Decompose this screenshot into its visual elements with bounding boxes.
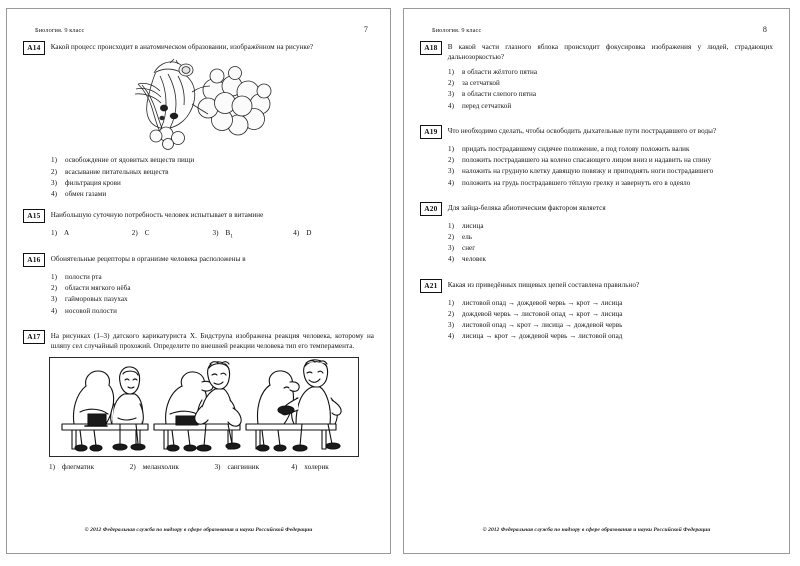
option-item[interactable] <box>293 229 374 239</box>
question-text-a18: В какой части глазного яблока происходит фокусировка изображения у людей, страдающих дальнозоркостью? <box>447 43 773 62</box>
question-a17 <box>23 330 374 351</box>
option-text: C <box>144 229 150 238</box>
running-head-right <box>432 25 769 34</box>
option-text: $B_1$ <box>225 229 233 240</box>
question-text-a20: Для зайца-беляка абиотическим фактором является <box>447 203 606 212</box>
option-text: в области жёлтого пятна <box>462 68 538 77</box>
option-item[interactable] <box>448 243 773 254</box>
option-number: 4) <box>448 178 455 187</box>
option-item[interactable] <box>448 166 773 177</box>
option-number: 2) <box>51 167 58 176</box>
option-number: 4) <box>448 255 455 264</box>
option-text: полости рта <box>65 273 102 282</box>
question-a21 <box>420 279 773 293</box>
option-item[interactable] <box>448 144 773 155</box>
option-text: ель <box>462 233 473 242</box>
option-number: 4) <box>291 462 298 471</box>
option-number: 1) <box>51 156 58 165</box>
option-item[interactable] <box>51 178 374 189</box>
option-text: лисица <box>462 222 484 231</box>
option-number: 1) <box>49 462 55 471</box>
option-text: дождевой червь → листовой опад → крот → лисица <box>462 310 623 319</box>
option-number: 2) <box>448 310 455 319</box>
question-text-a21: Какая из приведённых пищевых цепей составлена правильно? <box>447 280 640 289</box>
question-code-a14: A14 <box>23 41 45 55</box>
option-text: наложить на грудную клетку давящую повязку и приподнять ноги пострадавшего <box>462 167 714 176</box>
option-item[interactable] <box>448 320 773 331</box>
option-item[interactable] <box>51 155 374 166</box>
options-a18 <box>420 67 773 111</box>
question-code-a17: A17 <box>23 330 45 344</box>
question-code-a15: A15 <box>23 209 45 223</box>
option-text: снег <box>462 244 476 253</box>
vitamin-subscript: 1 <box>230 233 233 240</box>
option-number: 2) <box>448 156 455 165</box>
option-text: перед сетчаткой <box>462 101 512 110</box>
options-a19 <box>420 144 773 188</box>
option-text: лисица → крот → дождевой червь → листовой опад <box>462 332 623 341</box>
question-code-a21: A21 <box>420 279 442 293</box>
option-text: D <box>306 229 312 238</box>
option-text: области мягкого нёба <box>65 284 131 293</box>
option-item[interactable] <box>130 463 215 471</box>
option-item[interactable] <box>213 229 294 239</box>
option-item[interactable] <box>214 463 291 471</box>
page-footer-left: © 2012 Федеральная служба по надзору в сфере образования и науки Российской Федерации <box>84 527 313 533</box>
option-item[interactable] <box>448 89 773 100</box>
option-item[interactable] <box>448 78 773 89</box>
option-number: 3) <box>51 295 58 304</box>
question-a19 <box>420 125 773 139</box>
option-item[interactable] <box>448 254 773 265</box>
question-a20 <box>420 202 773 216</box>
option-item[interactable] <box>132 229 213 239</box>
option-item[interactable] <box>448 101 773 112</box>
option-text: придать пострадавшему сидячее положение, а под голову положить валик <box>462 145 690 154</box>
option-text: человек <box>462 255 487 264</box>
page-footer-right: © 2012 Федеральная служба по надзору в сфере образования и науки Российской Федерации <box>482 527 711 533</box>
page-number: 7 <box>363 25 368 34</box>
option-item[interactable] <box>51 189 374 200</box>
question-code-a16: A16 <box>23 253 45 267</box>
option-number: 3) <box>212 229 219 238</box>
question-a16 <box>23 253 374 267</box>
option-text: носовой полости <box>65 306 117 315</box>
option-text: флегматик <box>62 462 95 471</box>
option-text: сангвиник <box>227 462 260 471</box>
option-number: 4) <box>51 189 58 198</box>
question-a15 <box>23 209 374 223</box>
subject-header: Биология. 9 класс <box>35 27 85 34</box>
options-a17 <box>23 463 374 471</box>
question-code-a20: A20 <box>420 202 442 216</box>
option-text: A <box>64 229 70 238</box>
option-item[interactable] <box>448 67 773 78</box>
question-code-a19: A19 <box>420 125 442 139</box>
option-item[interactable] <box>51 283 374 294</box>
option-text: всасывание питательных веществ <box>65 167 169 176</box>
question-text-a19: Что необходимо сделать, чтобы освободить дыхательные пути пострадавшего от воды? <box>447 126 717 135</box>
option-number: 2) <box>51 284 58 293</box>
option-item[interactable] <box>448 221 773 232</box>
option-number: 2) <box>448 233 455 242</box>
question-code-a18: A18 <box>420 41 442 55</box>
option-number: 3) <box>448 244 455 253</box>
page-8 <box>403 8 790 554</box>
option-number: 1) <box>51 273 58 282</box>
option-text: положить пострадавшего на колено спасающего лицом вниз и надавить на спину <box>462 156 712 165</box>
option-item[interactable] <box>448 155 773 166</box>
option-item[interactable] <box>291 463 374 471</box>
options-a16 <box>23 272 374 316</box>
option-item[interactable] <box>51 229 132 239</box>
question-a18 <box>420 41 773 62</box>
option-text: фильтрация крови <box>65 178 121 187</box>
subject-header: Биология. 9 класс <box>432 27 482 34</box>
options-a15 <box>23 229 374 239</box>
option-item[interactable] <box>448 331 773 342</box>
option-text: за сетчаткой <box>462 79 500 88</box>
bistrup-caricature-figure <box>49 357 359 457</box>
option-item[interactable] <box>448 298 773 309</box>
option-text: в области слепого пятна <box>462 90 537 99</box>
option-item[interactable] <box>448 178 773 189</box>
option-number: 4) <box>448 101 455 110</box>
options-a14 <box>23 155 374 199</box>
option-item[interactable] <box>51 294 374 305</box>
question-text-a16: Обонятельные рецепторы в организме человека расположены в <box>50 254 246 263</box>
option-number: 1) <box>448 145 455 154</box>
option-number: 4) <box>51 306 58 315</box>
option-text: листовой опад → крот → лисица → дождевой червь <box>462 321 623 330</box>
option-text: меланхолик <box>142 462 179 471</box>
option-number: 1) <box>448 68 455 77</box>
option-number: 2) <box>131 229 138 238</box>
option-text: освобождение от ядовитых веществ пищи <box>65 156 195 165</box>
question-a14 <box>23 41 374 55</box>
option-number: 3) <box>51 178 58 187</box>
option-number: 1) <box>448 222 455 231</box>
question-text-a15: Наибольшую суточную потребность человек испытывает в витамине <box>50 210 264 219</box>
option-number: 4) <box>293 229 300 238</box>
options-a20 <box>420 221 773 265</box>
option-item[interactable] <box>448 232 773 243</box>
alveoli-diagram-icon <box>104 58 294 150</box>
option-number: 3) <box>448 90 455 99</box>
option-number: 3) <box>214 462 221 471</box>
option-item[interactable] <box>51 272 374 283</box>
option-number: 2) <box>448 79 455 88</box>
option-text: положить на грудь пострадавшего тёплую грелку и завернуть его в одеяло <box>462 178 691 187</box>
question-text-a14: Какой процесс происходит в анатомическом образовании, изображённом на рисунке? <box>50 43 314 51</box>
option-number: 2) <box>129 462 136 471</box>
option-number: 3) <box>448 321 455 330</box>
bistrup-caricature-icon <box>50 358 358 456</box>
running-head-left <box>35 25 370 34</box>
question-text-a17: На рисунках (1–3) датского карикатуриста X. Бидструпа изображена реакция человека, которому на шляпу сел случайный прохожий. Определите по внешней реакции человека тип его темперамента. <box>50 331 374 350</box>
option-number: 1) <box>51 229 57 238</box>
option-text: холерик <box>304 462 329 471</box>
option-number: 1) <box>448 298 455 307</box>
option-item[interactable] <box>49 463 130 471</box>
option-text: обмен газами <box>65 189 107 198</box>
page-number: 8 <box>762 25 767 34</box>
page-7 <box>6 8 391 554</box>
option-text: листовой опад → дождевой червь → крот → лисица <box>462 298 623 307</box>
option-item[interactable] <box>51 167 374 178</box>
option-text: гайморовых пазухах <box>65 295 128 304</box>
alveoli-diagram-figure <box>23 58 374 150</box>
option-item[interactable] <box>448 309 773 320</box>
option-number: 4) <box>448 332 455 341</box>
option-item[interactable] <box>51 306 374 317</box>
options-a21 <box>420 298 773 342</box>
option-number: 3) <box>448 167 455 176</box>
